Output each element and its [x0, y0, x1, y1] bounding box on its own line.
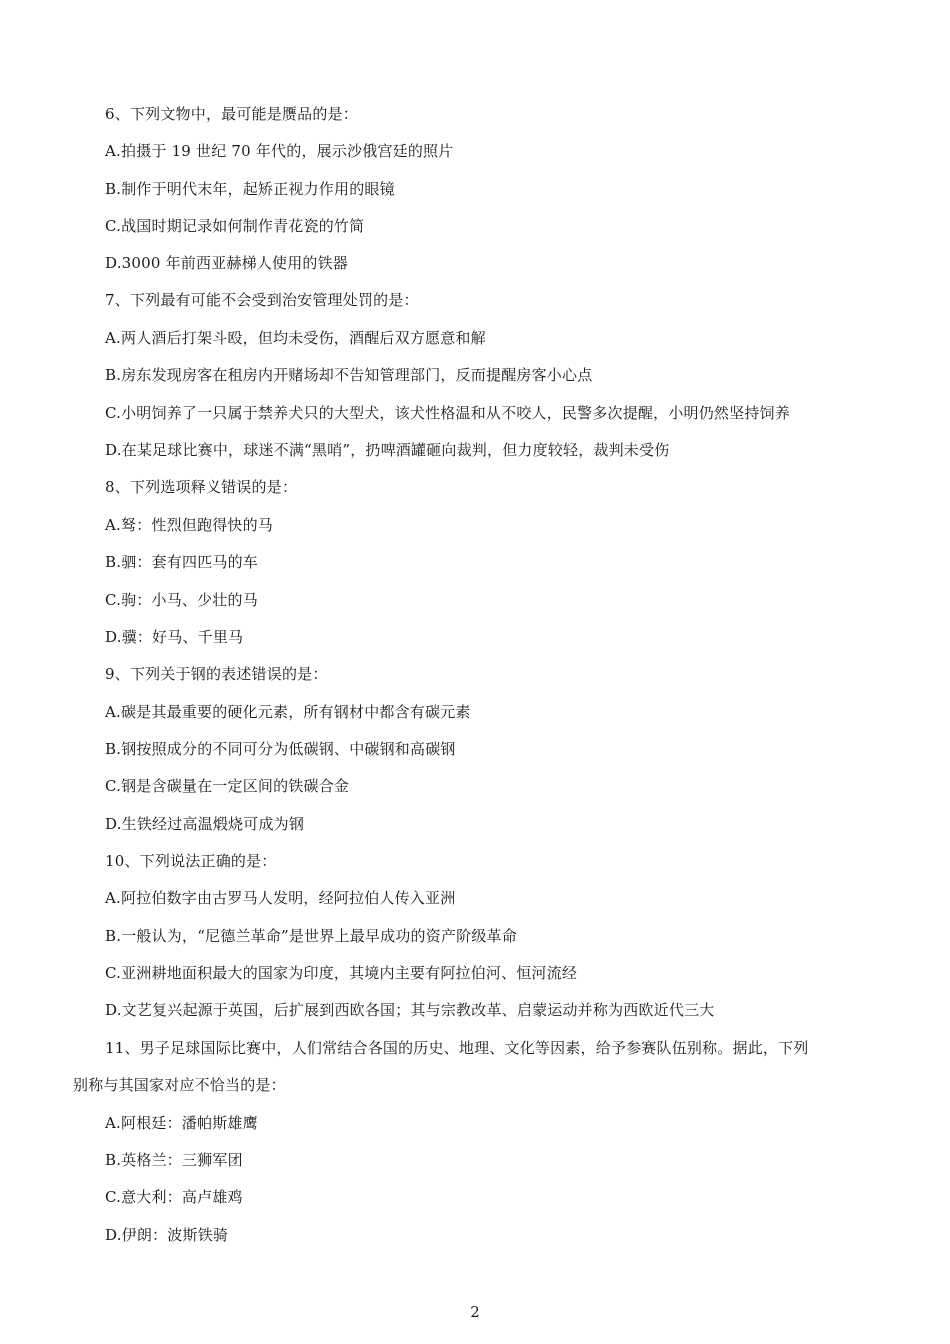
question-9-option-d: D.生铁经过高温煅烧可成为钢 — [105, 815, 305, 833]
question-7-option-c: C.小明饲养了一只属于禁养犬只的大型犬，该犬性格温和从不咬人，民警多次提醒，小明仍然坚持饲养 — [105, 404, 790, 422]
page-number: 2 — [470, 1303, 480, 1321]
question-11-option-a: A.阿根廷：潘帕斯雄鹰 — [105, 1114, 258, 1132]
question-6-option-c: C.战国时期记录如何制作青花瓷的竹简 — [105, 217, 365, 235]
question-10-option-a: A.阿拉伯数字由古罗马人发明，经阿拉伯人传入亚洲 — [105, 889, 456, 907]
question-11-option-b: B.英格兰：三狮军团 — [105, 1151, 243, 1169]
question-11-stem-line2: 别称与其国家对应不恰当的是： — [73, 1076, 286, 1094]
question-11-stem-line1: 11、男子足球国际比赛中，人们常结合各国的历史、地理、文化等因素，给予参赛队伍别称。据此，下列 — [105, 1039, 809, 1057]
question-9-option-a: A.碳是其最重要的硬化元素，所有钢材中都含有碳元素 — [105, 703, 471, 721]
question-8-option-a: A.驽：性烈但跑得快的马 — [105, 516, 274, 534]
question-10-option-c: C.亚洲耕地面积最大的国家为印度，其境内主要有阿拉伯河、恒河流经 — [105, 964, 578, 982]
question-6-option-a: A.拍摄于 19 世纪 70 年代的，展示沙俄宫廷的照片 — [105, 142, 454, 160]
question-6-stem: 6、下列文物中，最可能是赝品的是： — [105, 105, 358, 123]
question-8-option-c: C.驹：小马、少壮的马 — [105, 591, 258, 609]
question-9-option-c: C.钢是含碳量在一定区间的铁碳合金 — [105, 777, 350, 795]
question-7-stem: 7、下列最有可能不会受到治安管理处罚的是： — [105, 291, 419, 309]
question-11-option-c: C.意大利：高卢雄鸡 — [105, 1188, 243, 1206]
question-9-stem: 9、下列关于钢的表述错误的是： — [105, 665, 328, 683]
question-7-option-a: A.两人酒后打架斗殴，但均未受伤，酒醒后双方愿意和解 — [105, 329, 486, 347]
question-6-option-b: B.制作于明代末年，起矫正视力作用的眼镜 — [105, 180, 395, 198]
question-11-option-d: D.伊朗：波斯铁骑 — [105, 1226, 229, 1244]
question-9-option-b: B.钢按照成分的不同可分为低碳钢、中碳钢和高碳钢 — [105, 740, 456, 758]
question-7-option-d: D.在某足球比赛中，球迷不满“黑哨”，扔啤酒罐砸向裁判，但力度较轻，裁判未受伤 — [105, 441, 670, 459]
question-8-option-b: B.驷：套有四匹马的车 — [105, 553, 258, 571]
question-6-option-d: D.3000 年前西亚赫梯人使用的铁器 — [105, 254, 349, 272]
question-7-option-b: B.房东发现房客在租房内开赌场却不告知管理部门，反而提醒房客小心点 — [105, 366, 593, 384]
question-8-option-d: D.骥：好马、千里马 — [105, 628, 244, 646]
question-10-stem: 10、下列说法正确的是： — [105, 852, 277, 870]
question-10-option-b: B.一般认为，“尼德兰革命”是世界上最早成功的资产阶级革命 — [105, 927, 517, 945]
question-10-option-d: D.文艺复兴起源于英国，后扩展到西欧各国；其与宗教改革、启蒙运动并称为西欧近代三大 — [105, 1001, 715, 1019]
question-8-stem: 8、下列选项释义错误的是： — [105, 478, 298, 496]
